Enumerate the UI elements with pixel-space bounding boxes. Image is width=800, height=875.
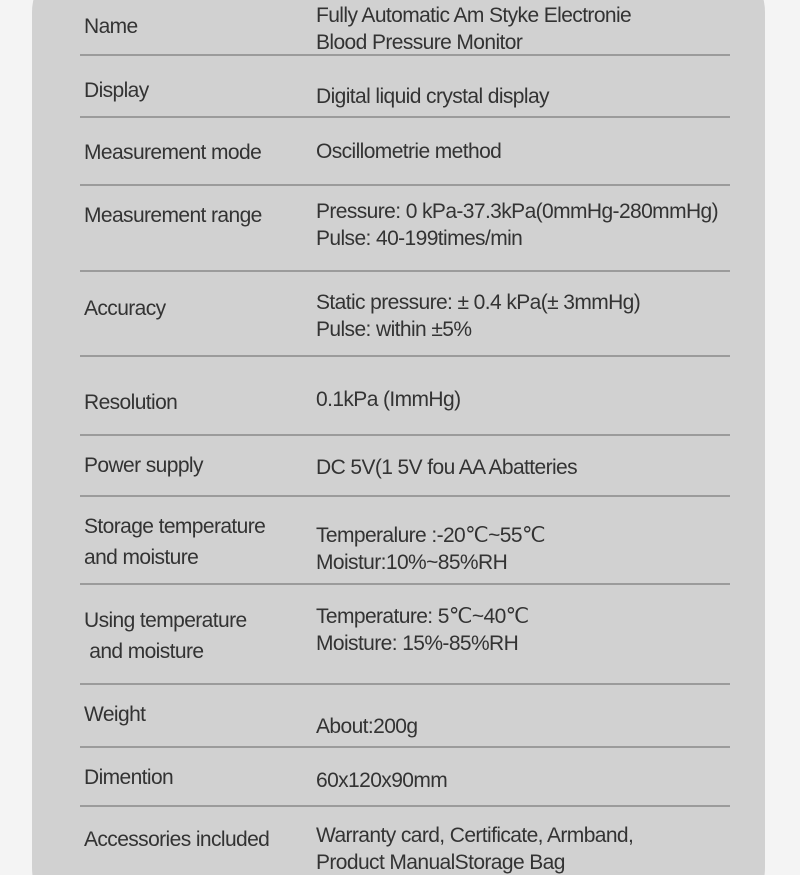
spec-value [316, 386, 460, 413]
row-divider [80, 495, 730, 497]
spec-value-line: Moisture: 15%-85%RH [316, 632, 519, 655]
row-divider [80, 746, 730, 748]
spec-value-line: Static pressure: ± 0.4 kPa(± 3mmHg) [316, 291, 641, 314]
spec-value [316, 454, 577, 481]
spec-value-line: Temperature: 5℃~40℃ [316, 605, 529, 628]
spec-label [84, 13, 138, 40]
spec-label-line: and moisture [84, 640, 204, 663]
spec-value-line: Blood Pressure Monitor [316, 31, 523, 54]
spec-label-line: Display [84, 79, 149, 102]
spec-value [316, 289, 640, 343]
spec-label [84, 701, 145, 728]
spec-label-line: Measurement mode [84, 141, 262, 164]
spec-label-line: Using temperature [84, 609, 247, 632]
spec-value-line: DC 5V(1 5V fou AA Abatteries [316, 456, 578, 479]
spec-label [84, 389, 177, 416]
spec-value [316, 198, 718, 252]
spec-label-line: Accuracy [84, 297, 166, 320]
spec-value-line: About:200g [316, 715, 418, 738]
row-divider [80, 184, 730, 186]
spec-label [84, 202, 262, 229]
spec-value [316, 138, 501, 165]
spec-value-line: Pressure: 0 kPa-37.3kPa(0mmHg-280mmHg) [316, 200, 719, 223]
spec-value-line: Moistur:10%~85%RH [316, 551, 508, 574]
spec-label [84, 77, 149, 104]
spec-value-line: 0.1kPa (ImmHg) [316, 388, 461, 411]
spec-label-line: Power supply [84, 454, 203, 477]
row-divider [80, 54, 730, 56]
spec-value-line: Fully Automatic Am Styke Electronie [316, 4, 632, 27]
spec-value [316, 2, 631, 56]
spec-label [84, 139, 261, 166]
spec-label [84, 764, 173, 791]
spec-label-line: and moisture [84, 546, 199, 569]
spec-label [84, 452, 203, 479]
spec-label [84, 826, 269, 853]
spec-label [84, 513, 265, 571]
spec-value [316, 713, 417, 740]
spec-label-line: Measurement range [84, 204, 262, 227]
spec-value-line: Oscillometrie method [316, 140, 502, 163]
spec-label [84, 607, 247, 665]
row-divider [80, 583, 730, 585]
spec-value-line: Pulse: 40-199times/min [316, 227, 523, 250]
spec-label-line: Dimention [84, 766, 174, 789]
spec-value [316, 83, 549, 110]
spec-label [84, 295, 166, 322]
spec-value-line: 60x120x90mm [316, 769, 448, 792]
row-divider [80, 355, 730, 357]
spec-label-line: Accessories included [84, 828, 270, 851]
spec-value [316, 522, 545, 576]
spec-value [316, 603, 529, 657]
spec-value-line: Digital liquid crystal display [316, 85, 549, 108]
row-divider [80, 683, 730, 685]
spec-label-line: Resolution [84, 391, 178, 414]
row-divider [80, 270, 730, 272]
spec-value [316, 767, 447, 794]
row-divider [80, 116, 730, 118]
spec-value-line: Warranty card, Certificate, Armband, [316, 824, 634, 847]
row-divider [80, 805, 730, 807]
spec-value-line: Pulse: within ±5% [316, 318, 472, 341]
spec-label-line: Storage temperature [84, 515, 266, 538]
spec-label-line: Name [84, 15, 138, 38]
row-divider [80, 434, 730, 436]
spec-value-line: Temperalure :-20℃~55℃ [316, 524, 545, 547]
spec-label-line: Weight [84, 703, 146, 726]
spec-value-line: Product ManualStorage Bag [316, 851, 565, 874]
spec-value [316, 822, 633, 875]
